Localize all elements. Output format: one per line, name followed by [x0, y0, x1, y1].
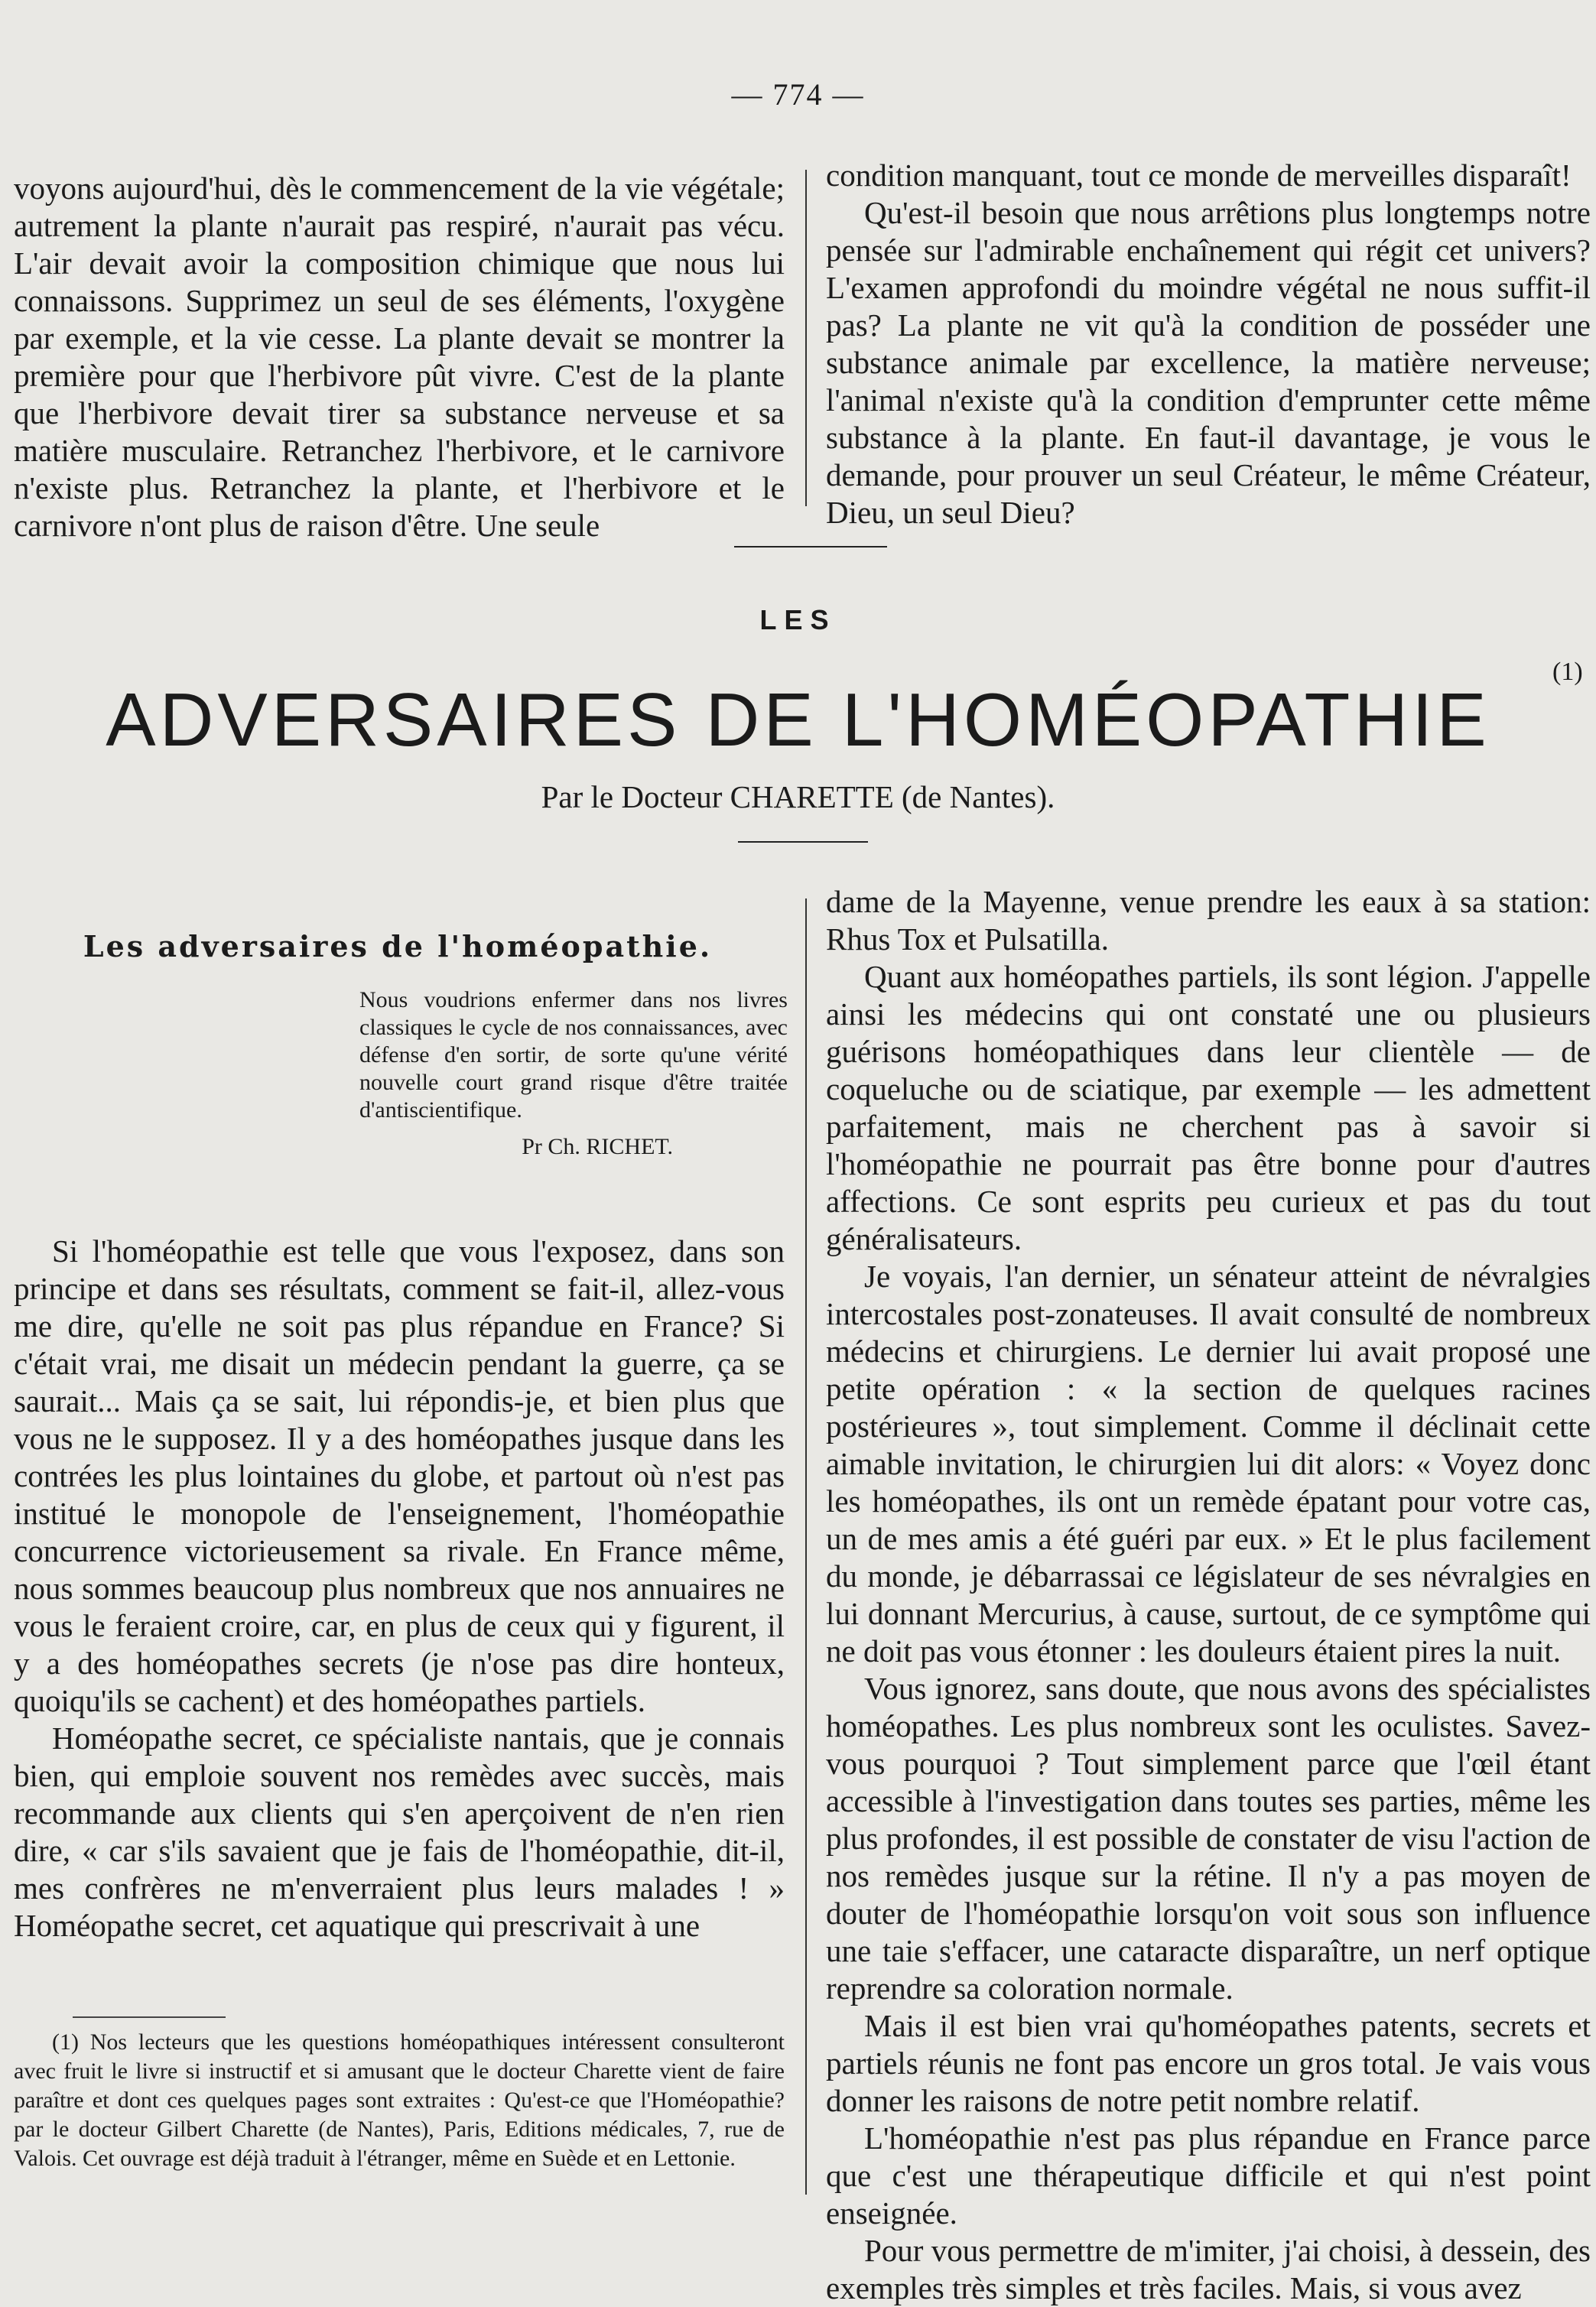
- section-separator: [734, 546, 887, 548]
- footnote-rule: [73, 2016, 226, 2018]
- article-kicker: LES: [759, 604, 837, 635]
- page-number: — 774 —: [731, 77, 865, 112]
- article-paragraph: Pour vous permettre de m'imiter, j'ai choisi, à dessein, des exemples très simples et très faciles. Mais, si vous avez: [826, 2233, 1591, 2305]
- article-left-column: [14, 1233, 785, 1945]
- article-right-column: [826, 883, 1591, 2307]
- footnote-text: (1) Nos lecteurs que les questions homéopathiques intéressent consulteront avec fruit le livre si instructif et si amusant que le docteur Charette vient de faire paraître et dont ces quelques pages sont extraites : Qu'est-ce que l'Homéopathie? par le docteur Gilbert Charette (de Nantes), Paris, Editions médicales, 7, rue de Valois. Cet ouvrage est déjà traduit à l'étranger, même en Suède et en Lettonie.: [14, 2029, 785, 2171]
- article-byline: Par le Docteur CHARETTE (de Nantes).: [541, 779, 1055, 814]
- byline-rule: [738, 841, 868, 843]
- epigraph-author: Pr Ch. RICHET.: [522, 1134, 673, 1159]
- continuation-right-column: [826, 157, 1591, 531]
- continuation-right-first-line: condition manquant, tout ce monde de merveilles disparaît!: [826, 158, 1572, 193]
- epigraph-text: Nous voudrions enfermer dans nos livres classiques le cycle de nos connaissances, avec défense d'en sortir, de sorte qu'une vérité nouvelle court grand risque d'être traitée d'antiscientifique.: [359, 987, 788, 1123]
- article-paragraph: Vous ignorez, sans doute, que nous avons des spécialistes homéopathes. Les plus nombreux sont les oculistes. Savez-vous pourquoi ? Tout simplement parce que l'œil étant accessible à l'investigation dans toutes ses parties, même les plus profondes, il est possible de constater de visu l'action de nos remèdes jusque sur la rétine. Il n'y a pas moyen de douter de l'homéopathie lorsqu'on voit sous son influence une taie s'effacer, une cataracte disparaître, un nerf optique reprendre sa coloration normale.: [826, 1671, 1591, 2006]
- footnote: [14, 2028, 785, 2173]
- column-divider-top: [805, 170, 807, 506]
- article-paragraph: Si l'homéopathie est telle que vous l'exposez, dans son principe et dans ses résultats, comment se fait-il, allez-vous me dire, qu'elle ne soit pas plus répandue en France? Si c'était vrai, me disait un médecin pendant la guerre, ça se saurait... Mais ça se sait, lui répondis-je, et bien plus que vous ne le supposez. Il y a des homéopathes jusque dans les contrées les plus lointaines du globe, et partout où n'est pas institué le monopole de l'enseignement, l'homéopathie concurrence victorieusement sa rivale. En France même, nous sommes beaucoup plus nombreux que nos annuaires ne vous le feraient croire, car, en plus de ceux qui y figurent, il y a des homéopathes secrets (je n'ose pas dire honteux, quoiqu'ils se cachent) et des homéopathes partiels.: [14, 1233, 785, 1718]
- article-paragraph: Mais il est bien vrai qu'homéopathes patents, secrets et partiels réunis ne font pas encore un gros total. Je vais vous donner les raisons de notre petit nombre relatif.: [826, 2008, 1591, 2118]
- title-footnote-marker: (1): [1552, 658, 1583, 686]
- continuation-right-paragraph: Qu'est-il besoin que nous arrêtions plus longtemps notre pensée sur l'admirable enchaînement qui régit cet univers? L'examen approfondi du moindre végétal ne nous suffit-il pas? La plante ne vit qu'à la condition de posséder une substance animale par excellence, la matière nerveuse; l'animal n'existe qu'à la condition d'emprunter cette même substance à la plante. En faut-il davantage, je vous le demande, pour prouver un seul Créateur, le même Créateur, Dieu, un seul Dieu?: [826, 195, 1591, 530]
- article-title: ADVERSAIRES DE L'HOMÉOPATHIE: [106, 677, 1490, 762]
- section-title: Les adversaires de l'homéopathie.: [83, 929, 713, 963]
- article-paragraph: L'homéopathie n'est pas plus répandue en France parce que c'est une thérapeutique difficile et qui n'est point enseignée.: [826, 2120, 1591, 2231]
- article-paragraph: Quant aux homéopathes partiels, ils sont légion. J'appelle ainsi les médecins qui ont constaté une ou plusieurs guérisons homéopathiques dans leur clientèle — de coqueluche ou de sciatique, par exemple — les admettent parfaitement, mais ne cherchent pas à savoir si l'homéopathie ne pourrait pas être bonne pour d'autres affections. Ce sont esprits peu curieux et pas du tout généralisateurs.: [826, 959, 1591, 1256]
- column-divider-main: [805, 898, 807, 2195]
- article-paragraph: dame de la Mayenne, venue prendre les eaux à sa station: Rhus Tox et Pulsatilla.: [826, 884, 1591, 957]
- continuation-left-column: [14, 170, 785, 544]
- continuation-left-text: voyons aujourd'hui, dès le commencement de la vie végétale; autrement la plante n'aurait pas respiré, n'aurait pas vécu. L'air devait avoir la composition chimique que nous lui connaissons. Supprimez un seul de ses éléments, l'oxygène par exemple, et la vie cesse. La plante devait se montrer la première pour que l'herbivore pût vivre. C'est de la plante que l'herbivore devait tirer sa substance nerveuse et sa matière musculaire. Retranchez l'herbivore, et le carnivore n'existe plus. Retranchez la plante, et l'herbivore et le carnivore n'ont plus de raison d'être. Une seule: [14, 171, 785, 543]
- epigraph: [359, 986, 788, 1161]
- article-paragraph: Homéopathe secret, ce spécialiste nantais, que je connais bien, qui emploie souvent nos remèdes avec succès, mais recommande aux clients qui s'en aperçoivent de n'en rien dire, « car s'ils savaient que je fais de l'homéopathie, dit-il, mes confrères ne m'enverraient plus leurs malades ! » Homéopathe secret, cet aquatique qui prescrivait à une: [14, 1721, 785, 1943]
- article-paragraph: Je voyais, l'an dernier, un sénateur atteint de névralgies intercostales post-zonateuses. Il avait consulté de nombreux médecins et chirurgiens. Le dernier lui avait proposé une petite opération : « la section de quelques racines postérieures », tout simplement. Comme il déclinait cette aimable invitation, le chirurgien lui dit alors: « Voyez donc les homéopathes, ils ont un remède épatant pour votre cas, un de mes amis a été guéri par eux. » Et le plus facilement du monde, je débarrassai ce législateur de ses névralgies en lui donnant Mercurius, à cause, surtout, de ce symptôme qui ne doit pas vous étonner : les douleurs étaient pires la nuit.: [826, 1259, 1591, 1669]
